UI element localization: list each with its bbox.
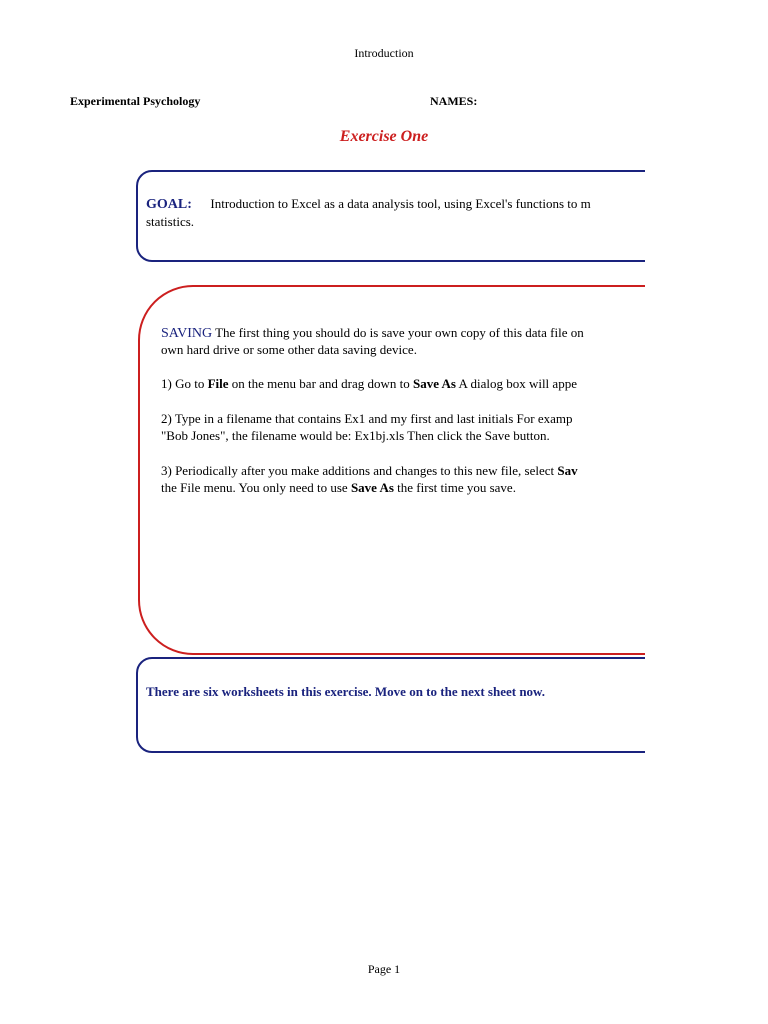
step3-text-a: 3) Periodically after you make additions and changes to this new file, select <box>161 463 558 478</box>
saving-step-2-line-2: "Bob Jones", the filename would be: Ex1bj.xls Then click the Save button. <box>161 428 550 443</box>
course-name: Experimental Psychology <box>70 94 201 108</box>
step1-text-b: on the menu bar and drag down to <box>228 376 414 391</box>
saving-label: SAVING <box>161 326 213 341</box>
final-note-box <box>136 657 645 753</box>
step3-text-d: the first time you save. <box>393 480 516 495</box>
saving-step-2-line-1: 2) Type in a filename that contains Ex1 and my first and last initials For examp <box>161 411 573 426</box>
final-note-text: There are six worksheets in this exercise. Move on to the next sheet now. <box>146 684 545 699</box>
step3-text-c: the File menu. You only need to use <box>161 480 351 495</box>
page-header-title: Introduction <box>354 46 414 60</box>
step3-save-as: Save As <box>350 480 394 495</box>
goal-line-2: statistics. <box>146 214 195 229</box>
goal-box <box>136 170 645 262</box>
step1-text-a: 1) Go to <box>161 376 208 391</box>
saving-line-1 <box>161 324 584 342</box>
goal-text: Introduction to Excel as a data analysis tool, using Excel's functions to m <box>210 196 591 211</box>
saving-line-2: own hard drive or some other data saving device. <box>161 342 417 357</box>
saving-step-3-line-2 <box>161 479 516 496</box>
names-label: NAMES: <box>430 94 478 108</box>
step1-save-as: Save As <box>413 376 456 391</box>
goal-label: GOAL: <box>146 197 192 212</box>
step1-text-c: A dialog box will appe <box>456 376 577 391</box>
step1-file: File <box>207 376 229 391</box>
saving-intro: The first thing you should do is save your own copy of this data file on <box>215 325 584 340</box>
exercise-title: Exercise One <box>339 128 429 145</box>
saving-step-1 <box>161 375 577 392</box>
saving-step-3-line-1 <box>161 462 578 479</box>
goal-line-1 <box>146 195 591 213</box>
step3-save: Sav <box>557 463 578 478</box>
page-number: Page 1 <box>367 962 401 976</box>
